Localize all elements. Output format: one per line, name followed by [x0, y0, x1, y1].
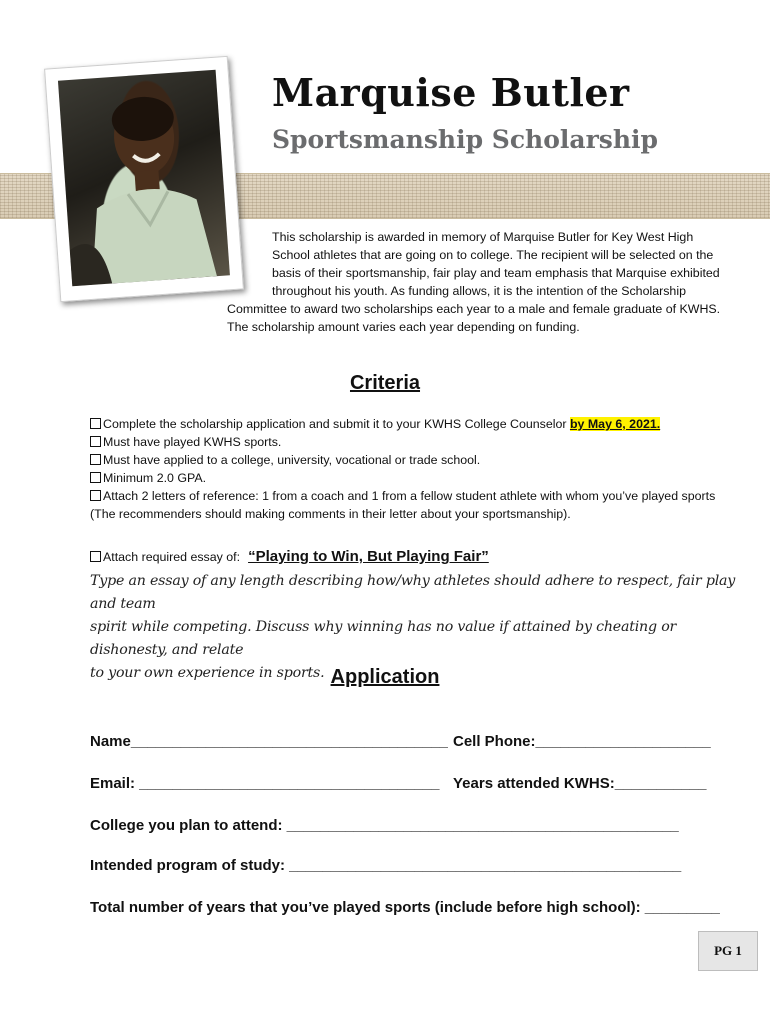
page-number-badge: PG 1 [698, 931, 758, 971]
criteria-note: (The recommenders should making comments in their letter about your sportsmanship). [90, 507, 571, 521]
criteria-heading: Criteria [349, 372, 421, 394]
essay-desc-line: to your own experience in sports. [90, 665, 325, 681]
criteria-item [90, 451, 480, 469]
criteria-item [90, 469, 206, 487]
checkbox-icon[interactable] [90, 490, 101, 501]
portrait-illustration [58, 70, 230, 287]
memorial-photo-frame [44, 56, 244, 302]
criteria-text: Must have played KWHS sports. [103, 435, 282, 449]
criteria-text: Complete the scholarship application and submit it to your KWHS College Counselor [103, 417, 570, 431]
essay-requirement [90, 548, 489, 565]
checkbox-icon[interactable] [90, 436, 101, 447]
cell-phone-field[interactable]: Cell Phone:_____________________ [453, 733, 711, 750]
criteria-item [90, 487, 715, 505]
checkbox-icon[interactable] [90, 472, 101, 483]
checkbox-icon[interactable] [90, 418, 101, 429]
essay-label: Attach required essay of: [103, 550, 241, 564]
intro-line: This scholarship is awarded in memory of Marquise Butler for Key West High [272, 230, 694, 244]
memorial-photo [58, 70, 230, 287]
total-years-sports-field[interactable]: Total number of years that you’ve played sports (include before high school): _________ [90, 899, 720, 916]
intro-line: Committee to award two scholarships each year to a male and female graduate of KWHS. [227, 302, 721, 316]
program-field[interactable]: Intended program of study: _______________________________________________ [90, 857, 682, 874]
intro-line: School athletes that are going on to college. The recipient will be selected on the [272, 248, 714, 262]
criteria-text: Attach 2 letters of reference: 1 from a coach and 1 from a fellow student athlete with whom you’ve played sports [103, 489, 716, 503]
college-field[interactable]: College you plan to attend: _______________________________________________ [90, 817, 679, 834]
essay-desc-line: spirit while competing. Discuss why winning has no value if attained by cheating or dishonesty, and relate [90, 619, 677, 658]
intro-line: throughout his youth. As funding allows, it is the intention of the Scholarship [272, 284, 686, 298]
intro-line: The scholarship amount varies each year depending on funding. [227, 320, 580, 334]
essay-desc-line: Type an essay of any length describing how/why athletes should adhere to respect, fair play and team [90, 573, 736, 612]
checkbox-icon[interactable] [90, 551, 101, 562]
criteria-text: Must have applied to a college, university, vocational or trade school. [103, 453, 481, 467]
deadline-highlight: by May 6, 2021. [569, 417, 661, 431]
intro-line: basis of their sportsmanship, fair play and team emphasis that Marquise exhibited [272, 266, 720, 280]
scholarship-subtitle: Sportsmanship Scholarship [272, 125, 658, 154]
years-attended-field[interactable]: Years attended KWHS:___________ [453, 775, 707, 792]
criteria-item [90, 433, 281, 451]
checkbox-icon[interactable] [90, 454, 101, 465]
email-field[interactable]: Email: ____________________________________ [90, 775, 440, 792]
criteria-text: Minimum 2.0 GPA. [103, 471, 207, 485]
essay-title: “Playing to Win, But Playing Fair” [248, 548, 489, 565]
name-field[interactable]: Name______________________________________ [90, 733, 448, 750]
criteria-item [90, 415, 660, 433]
scholarship-title: Marquise Butler [272, 70, 630, 115]
application-heading: Application [330, 666, 440, 688]
